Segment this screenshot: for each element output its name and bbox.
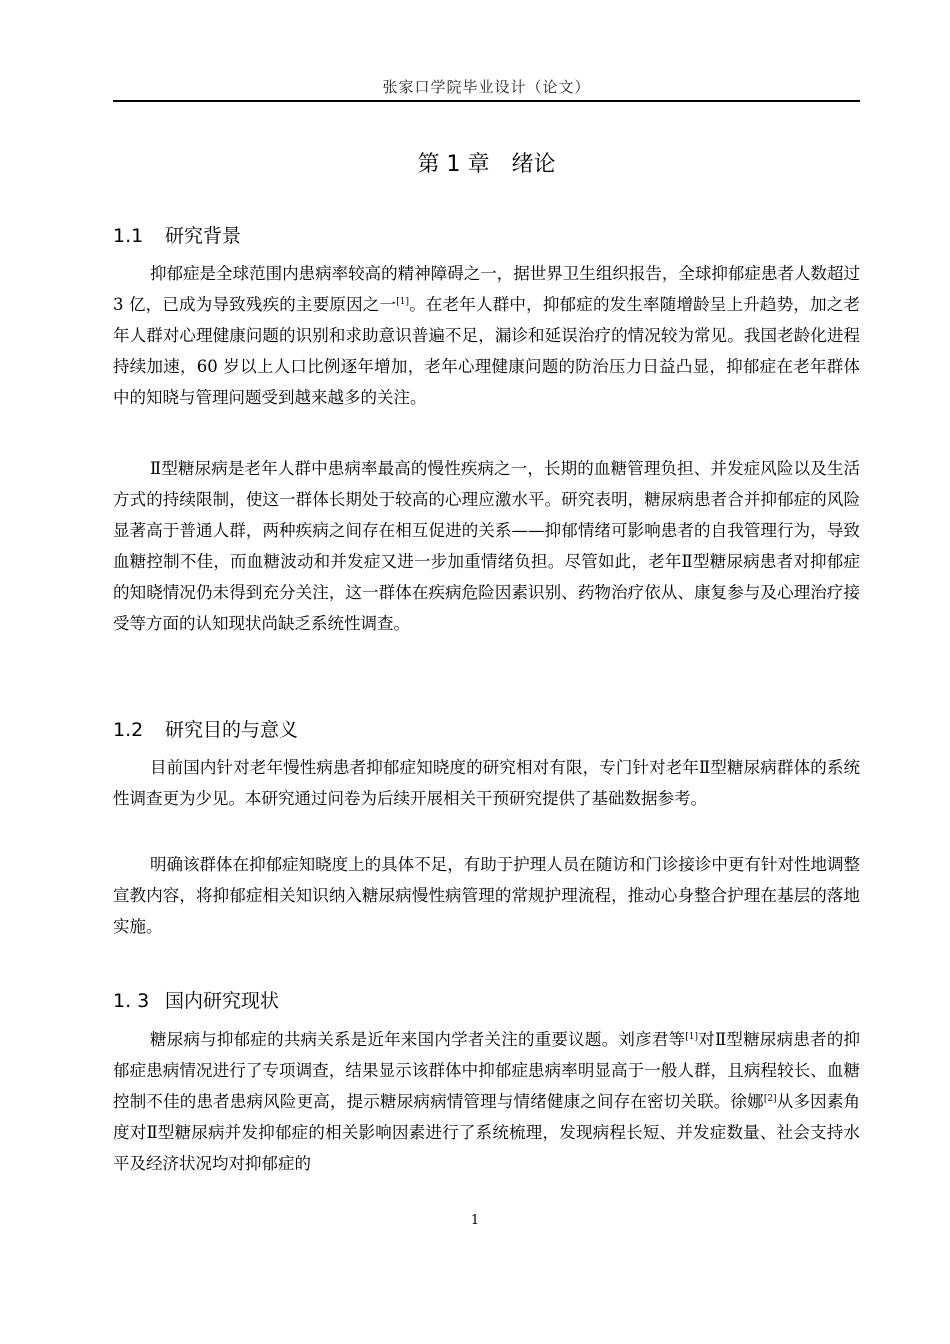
section-title: 研究背景: [165, 225, 242, 247]
header-rule: [113, 100, 860, 102]
paragraph: 糖尿病与抑郁症的共病关系是近年来国内学者关注的重要议题。刘彦君等[1]对Ⅱ型糖尿病患者的抑郁症患病情况进行了专项调查，结果显示该群体中抑郁症患病率明显高于一般人群，且病程较长、血糖控制不佳的患者患病风险更高，提示糖尿病病情管理与情绪健康之间存在密切关联。徐娜[2]从多因素角度对Ⅱ型糖尿病并发抑郁症的相关影响因素进行了系统梳理，发现病程长短、并发症数量、社会支持水平及经济状况均对抑郁症的: [113, 1030, 860, 1173]
section-heading-1-3: [113, 986, 279, 1013]
paragraph: 明确该群体在抑郁症知晓度上的具体不足，有助于护理人员在随访和门诊接诊中更有针对性地调整宣教内容，将抑郁症相关知识纳入糖尿病慢性病管理的常规护理流程，推动心身整合护理在基层的落地实施。: [113, 855, 860, 936]
section-heading-1-1: [113, 221, 241, 248]
section-number: 1.1: [113, 225, 144, 247]
paragraph: 抑郁症是全球范围内患病率较高的精神障碍之一，据世界卫生组织报告，全球抑郁症患者人数超过 3 亿，已成为导致残疾的主要原因之一[1]。在老年人群中，抑郁症的发生率随增龄呈上升趋势，加之老年人群对心理健康问题的识别和求助意识普遍不足，漏诊和延误治疗的情况较为常见。我国老龄化进程持续加速，60 岁以上人口比例逐年增加，老年心理健康问题的防治压力日益凸显，抑郁症在老年群体中的知晓与管理问题受到越来越多的关注。: [113, 264, 861, 407]
section-heading-1-2: [113, 715, 298, 742]
citation: [2]: [763, 1094, 777, 1104]
chapter-title: 第 1 章 绪论: [417, 152, 556, 177]
page-number: 1: [470, 1213, 480, 1228]
paragraph: Ⅱ型糖尿病是老年人群中患病率最高的慢性疾病之一，长期的血糖管理负担、并发症风险以及生活方式的持续限制，使这一群体长期处于较高的心理应激水平。研究表明，糖尿病患者合并抑郁症的风险显著高于普通人群，两种疾病之间存在相互促进的关系——抑郁情绪可影响患者的自我管理行为，导致血糖控制不佳，而血糖波动和并发症又进一步加重情绪负担。尽管如此，老年Ⅱ型糖尿病患者对抑郁症的知晓情况仍未得到充分关注，这一群体在疾病危险因素识别、药物治疗依从、康复参与及心理治疗接受等方面的认知现状尚缺乏系统性调查。: [113, 459, 860, 633]
section-title: 国内研究现状: [165, 990, 280, 1012]
paragraph: 目前国内针对老年慢性病患者抑郁症知晓度的研究相对有限，专门针对老年Ⅱ型糖尿病群体的系统性调查更为少见。本研究通过问卷为后续开展相关干预研究提供了基础数据参考。: [113, 758, 860, 808]
section-number: 1.2: [113, 719, 144, 741]
citation: [1]: [396, 297, 409, 307]
page-header: 张家口学院毕业设计（论文）: [382, 78, 591, 96]
section-title: 研究目的与意义: [165, 719, 299, 741]
section-number: 1. 3: [113, 990, 150, 1012]
citation: [1]: [685, 1032, 699, 1042]
